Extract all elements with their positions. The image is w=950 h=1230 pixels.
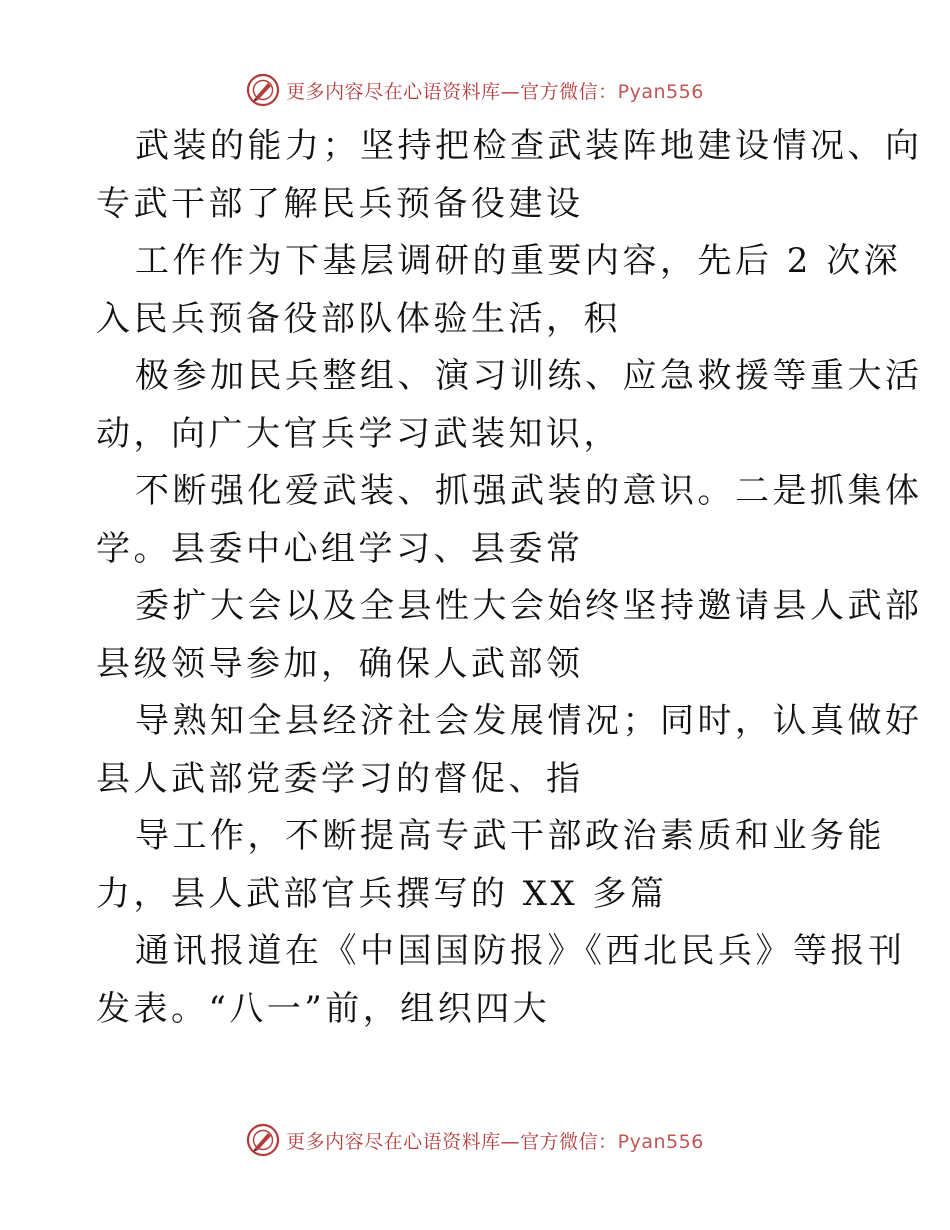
text-line: 力，县人武部官兵撰写的 XX 多篇	[96, 873, 668, 914]
text-line: 动，向广大官兵学习武装知识，	[96, 413, 621, 454]
wechat-id: Pyan556	[617, 1130, 704, 1153]
text-line: 县级领导参加，确保人武部领	[96, 643, 584, 684]
footer-watermark	[0, 1120, 950, 1160]
text-line: 极参加民兵整组、演习训练、应急救援等重大活	[135, 356, 923, 396]
watermark-text: 更多内容尽在心语资料库—官方微信：	[286, 1130, 618, 1153]
text-line: 委扩大会以及全县性大会始终坚持邀请县人武部	[135, 586, 923, 626]
wechat-id: Pyan556	[617, 80, 704, 103]
text-line: 工作作为下基层调研的重要内容，先后 2 次深	[135, 241, 902, 281]
text-line: 不断强化爱武装、抓强武装的意识。二是抓集体	[135, 471, 923, 511]
text-line: 专武干部了解民兵预备役建设	[96, 183, 584, 224]
text-line: 武装的能力；坚持把检查武装阵地建设情况、向	[135, 126, 923, 166]
header-watermark	[0, 70, 950, 110]
text-line: 县人武部党委学习的督促、指	[96, 758, 584, 799]
text-line: 导熟知全县经济社会发展情况；同时，认真做好	[135, 701, 923, 741]
pen-logo-icon	[246, 73, 280, 107]
pen-logo-icon	[246, 1123, 280, 1157]
watermark-text: 更多内容尽在心语资料库—官方微信：	[286, 80, 618, 103]
text-line: 通讯报道在《中国国防报》《西北民兵》等报刊	[135, 931, 906, 971]
text-line: 发表。“八一”前，组织四大	[96, 988, 551, 1029]
text-line: 学。县委中心组学习、县委常	[96, 528, 584, 569]
text-line: 入民兵预备役部队体验生活，积	[96, 298, 621, 339]
document-body	[96, 118, 923, 1038]
text-line: 导工作，不断提高专武干部政治素质和业务能	[135, 816, 885, 856]
